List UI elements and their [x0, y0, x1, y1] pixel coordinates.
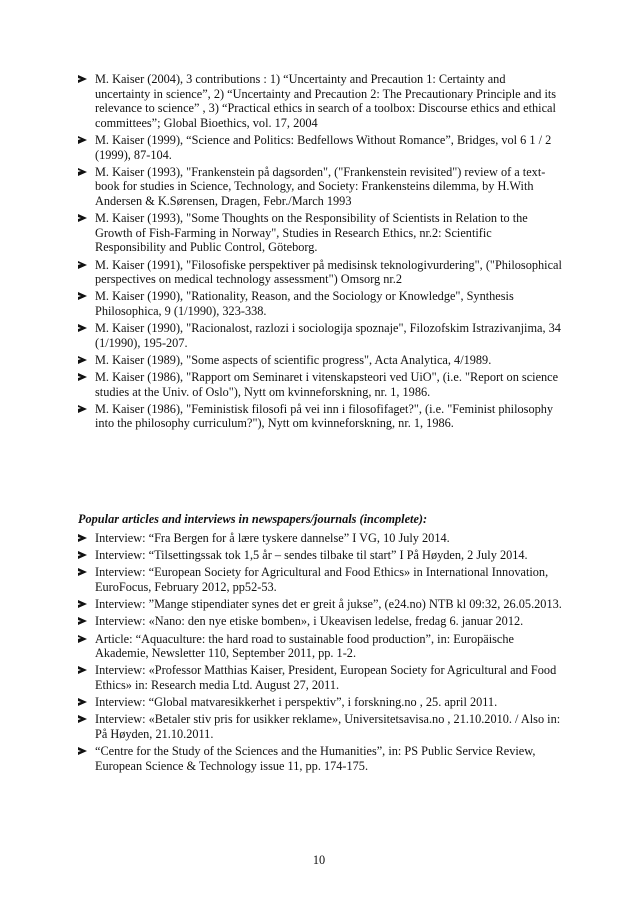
- list-item: M. Kaiser (2004), 3 contributions : 1) “Uncertainty and Precaution 1: Certainty and uncertainty in science”, 2) “Uncertainty and Precaution 2: The Precautionary Principle and its relevance to science” , 3) “Practical ethics in search of a toolbox: Discourse ethics and ethical committees”; Global Bioethics, vol. 17, 2004: [78, 72, 562, 130]
- list-item: Interview: ”Mange stipendiater synes det er greit å jukse”, (e24.no) NTB kl 09:32, 26.05.2013.: [78, 597, 562, 612]
- arrow-bullet-icon: [78, 292, 87, 300]
- arrow-bullet-icon: [78, 617, 87, 625]
- arrow-bullet-icon: [78, 356, 87, 364]
- arrow-bullet-icon: [78, 261, 87, 269]
- arrow-bullet-icon: [78, 551, 87, 559]
- arrow-bullet-icon: [78, 136, 87, 144]
- list-item: M. Kaiser (1989), "Some aspects of scientific progress", Acta Analytica, 4/1989.: [78, 353, 562, 368]
- publication-list: [78, 72, 562, 434]
- arrow-bullet-icon: [78, 324, 87, 332]
- arrow-bullet-icon: [78, 75, 87, 83]
- list-item: “Centre for the Study of the Sciences and the Humanities”, in: PS Public Service Review, European Science & Technology issue 11, pp. 174-175.: [78, 744, 562, 773]
- list-item: Interview: “Fra Bergen for å lære tyskere dannelse” I VG, 10 July 2014.: [78, 531, 562, 546]
- list-item: Article: “Aquaculture: the hard road to sustainable food production”, in: Europäische Akademie, Newsletter 110, September 2011, pp. 1-2.: [78, 632, 562, 661]
- page-number: 10: [312, 853, 326, 867]
- list-item: Interview: «Nano: den nye etiske bomben», i Ukeavisen ledelse, fredag 6. januar 2012.: [78, 614, 562, 629]
- arrow-bullet-icon: [78, 168, 87, 176]
- arrow-bullet-icon: [78, 747, 87, 755]
- arrow-bullet-icon: [78, 534, 87, 542]
- arrow-bullet-icon: [78, 568, 87, 576]
- list-item: M. Kaiser (1991), "Filosofiske perspektiver på medisinsk teknologivurdering", ("Philosophical perspectives on medical technology assessment") Omsorg nr.2: [78, 258, 562, 287]
- arrow-bullet-icon: [78, 715, 87, 723]
- arrow-bullet-icon: [78, 635, 87, 643]
- arrow-bullet-icon: [78, 214, 87, 222]
- list-item: M. Kaiser (1993), "Frankenstein på dagsorden", ("Frankenstein revisited") review of a text-book for studies in Science, Technology, and Society: Frankensteins dilemma, by H.With Andersen & K.Sørensen, Dragen, Febr./March 1993: [78, 165, 562, 209]
- list-item: M. Kaiser (1993), "Some Thoughts on the Responsibility of Scientists in Relation to the Growth of Fish-Farming in Norway", Studies in Research Ethics, nr.2: Scientific Responsibility and Public Control, Göteborg.: [78, 211, 562, 255]
- list-item: M. Kaiser (1986), "Feministisk filosofi på vei inn i filosofifaget?", (i.e. "Feminist philosophy into the philosophy curriculum?"), Nytt om kvinneforskning, nr. 1, 1986.: [78, 402, 562, 431]
- popular-articles-list: [78, 531, 562, 776]
- arrow-bullet-icon: [78, 405, 87, 413]
- arrow-bullet-icon: [78, 666, 87, 674]
- list-item: M. Kaiser (1986), "Rapport om Seminaret i vitenskapsteori ved UiO", (i.e. "Report on science studies at the Univ. of Oslo"), Nytt om kvinneforskning, nr. 1, 1986.: [78, 370, 562, 399]
- list-item: Interview: “Global matvaresikkerhet i perspektiv”, i forskning.no , 25. april 2011.: [78, 695, 562, 710]
- list-item: Interview: «Betaler stiv pris for usikker reklame», Universitetsavisa.no , 21.10.2010. / Also in: På Høyden, 21.10.2011.: [78, 712, 562, 741]
- list-item: Interview: “European Society for Agricultural and Food Ethics» in International Innovation, EuroFocus, February 2012, pp52-53.: [78, 565, 562, 594]
- section-heading: Popular articles and interviews in newspapers/journals (incomplete):: [78, 512, 428, 526]
- list-item: M. Kaiser (1999), “Science and Politics: Bedfellows Without Romance”, Bridges, vol 6 1 / 2 (1999), 87-104.: [78, 133, 562, 162]
- list-item: Interview: “Tilsettingssak tok 1,5 år – sendes tilbake til start” I På Høyden, 2 July 2014.: [78, 548, 562, 563]
- list-item: M. Kaiser (1990), "Racionalost, razlozi i sociologija spoznaje", Filozofskim Istrazivanjima, 34 (1/1990), 195-207.: [78, 321, 562, 350]
- arrow-bullet-icon: [78, 600, 87, 608]
- list-item: Interview: «Professor Matthias Kaiser, President, European Society for Agricultural and Food Ethics» in: Research media Ltd. August 27, 2011.: [78, 663, 562, 692]
- arrow-bullet-icon: [78, 373, 87, 381]
- arrow-bullet-icon: [78, 698, 87, 706]
- list-item: M. Kaiser (1990), "Rationality, Reason, and the Sociology or Knowledge", Synthesis Philosophica, 9 (1/1990), 323-338.: [78, 289, 562, 318]
